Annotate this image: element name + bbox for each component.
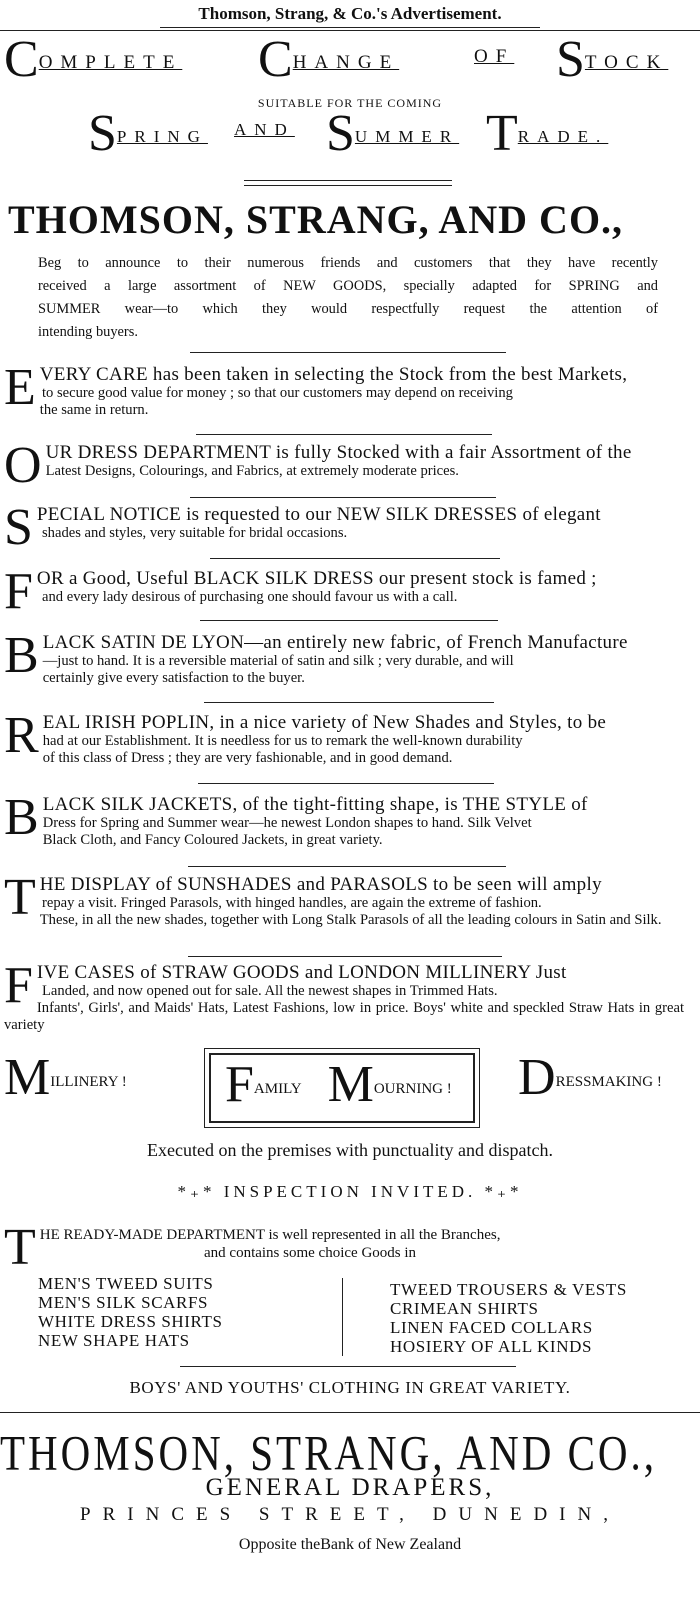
list-item: CRIMEAN SHIRTS [390,1299,539,1318]
headline [4,31,694,90]
list-item: NEW SHAPE HATS [38,1331,190,1350]
divider [198,783,494,784]
intro-line: SUMMER wear—to which they would respectfully request the attention of [38,301,658,317]
list-item: MEN'S TWEED SUITS [38,1274,214,1293]
executed-line: Executed on the premises with punctuality and dispatch. [147,1140,553,1160]
intro [38,252,658,344]
headline-word: STOCK [556,31,669,88]
list-item: HOSIERY OF ALL KINDS [390,1337,593,1356]
divider [180,1366,516,1367]
suitable-line: SUITABLE FOR THE COMING [257,96,443,110]
divider [188,956,502,957]
advertisement-title: Thomson, Strang, & Co.'s Advertisement. [198,4,502,23]
list-item: TWEED TROUSERS & VESTS [390,1280,627,1299]
season-word: AND [234,120,295,139]
divider [244,180,452,181]
divider [210,558,500,559]
list-divider [342,1278,343,1356]
notice-irish-poplin: REAL IRISH POPLIN, in a nice variety of New Shades and Styles, to be had at our Establishment. It is needless for us to remark the well-known durability of this class of Dress ; they are very fashionable, and in good demand. [4,707,607,766]
notice-black-silk-dress: FOR a Good, Useful BLACK SILK DRESS our present stock is famed ; and every lady desirous of purchasing one should favour us with a call. [4,563,597,620]
footer-trade: GENERAL DRAPERS, [205,1474,495,1501]
divider [188,866,506,867]
dressmaking-heading: DRESSMAKING ! [518,1049,662,1106]
notice-dress-department: OUR DRESS DEPARTMENT is fully Stocked with a fair Assortment of the Latest Designs, Colourings, and Fabrics, at extremely moderate prices. [4,437,632,494]
boys-clothing-line: BOYS' AND YOUTHS' CLOTHING IN GREAT VARIETY. [129,1378,571,1397]
divider [190,352,506,353]
list-right [390,1280,627,1356]
divider [200,620,498,621]
divider [160,27,540,28]
divider [0,1412,700,1413]
notice-satin-de-lyon: BLACK SATIN DE LYON—an entirely new fabric, of French Manufacture —just to hand. It is a reversible material of satin and silk ; very durable, and will certainly give every satisfaction to the buyer. [4,627,628,686]
divider [196,434,492,435]
notice-special: SPECIAL NOTICE is requested to our NEW SILK DRESSES of elegant shades and styles, very suitable for bridal occasions. [4,499,601,556]
family-mourning-heading: FAMILY MOURNING ! [225,1056,452,1113]
inspection-text: INSPECTION INVITED. [223,1182,477,1201]
headline-word: COMPLETE [4,31,183,88]
list-left [38,1274,223,1350]
list-item: MEN'S SILK SCARFS [38,1293,209,1312]
notice-silk-jackets: BLACK SILK JACKETS, of the tight-fitting shape, is THE STYLE of Dress for Spring and Summer wear—he newest London shapes to hand. Silk Velvet Black Cloth, and Fancy Coloured Jackets, in great variety. [4,789,588,848]
headline-word: CHANGE [258,31,400,88]
footer-firm-name: THOMSON, STRANG, AND CO., [0,1425,658,1481]
notice-straw-goods: FIVE CASES of STRAW GOODS and LONDON MILLINERY Just Landed, and now opened out for sale. All the newest shapes in Trimmed Hats. Infants', Girls', and Maids' Hats, Latest Fashions, low in price. Boys' white and speckled Straw Hats in great variety [4,957,684,1033]
footer-address: PRINCES STREET, DUNEDIN, [80,1504,620,1525]
list-item: WHITE DRESS SHIRTS [38,1312,223,1331]
season-word: TRADE. [486,105,609,162]
notice-sunshades: THE DISPLAY of SUNSHADES and PARASOLS to be seen will amply repay a visit. Fringed Parasols, with hinged handles, are again the extreme of fashion. These, in all the new shades, together with Long Stalk Parasols of all the leading colours in Satin and Silk. [4,869,662,928]
inspection-line: *₊* INSPECTION INVITED. *₊* [177,1182,523,1201]
divider [190,497,496,498]
divider [244,185,452,186]
family-mourning-box [204,1048,480,1128]
footer-opposite: Opposite theBank of New Zealand [238,1536,462,1553]
millinery-heading: MILLINERY ! [4,1049,127,1106]
divider [0,30,700,31]
intro-line: intending buyers. [38,324,138,340]
intro-line: Beg to announce to their numerous friends and customers that they have recently [38,255,658,271]
divider [204,702,494,703]
firm-title: THOMSON, STRANG, AND CO., [8,197,624,242]
notice-every-care: EVERY CARE has been taken in selecting the Stock from the best Markets, to secure good value for money ; so that our customers may depend on receiving the same in return. [4,359,628,418]
season-word: SPRING [88,105,208,162]
ready-made-notice: THE READY-MADE DEPARTMENT is well represented in all the Branches, and contains some choice Goods in [4,1219,501,1276]
season-headline [88,105,628,164]
headline-word: OF [474,46,515,67]
season-word: SUMMER [326,105,460,162]
list-item: LINEN FACED COLLARS [390,1318,593,1337]
intro-line: received a large assortment of NEW GOODS, specially adapted for SPRING and [38,278,658,294]
